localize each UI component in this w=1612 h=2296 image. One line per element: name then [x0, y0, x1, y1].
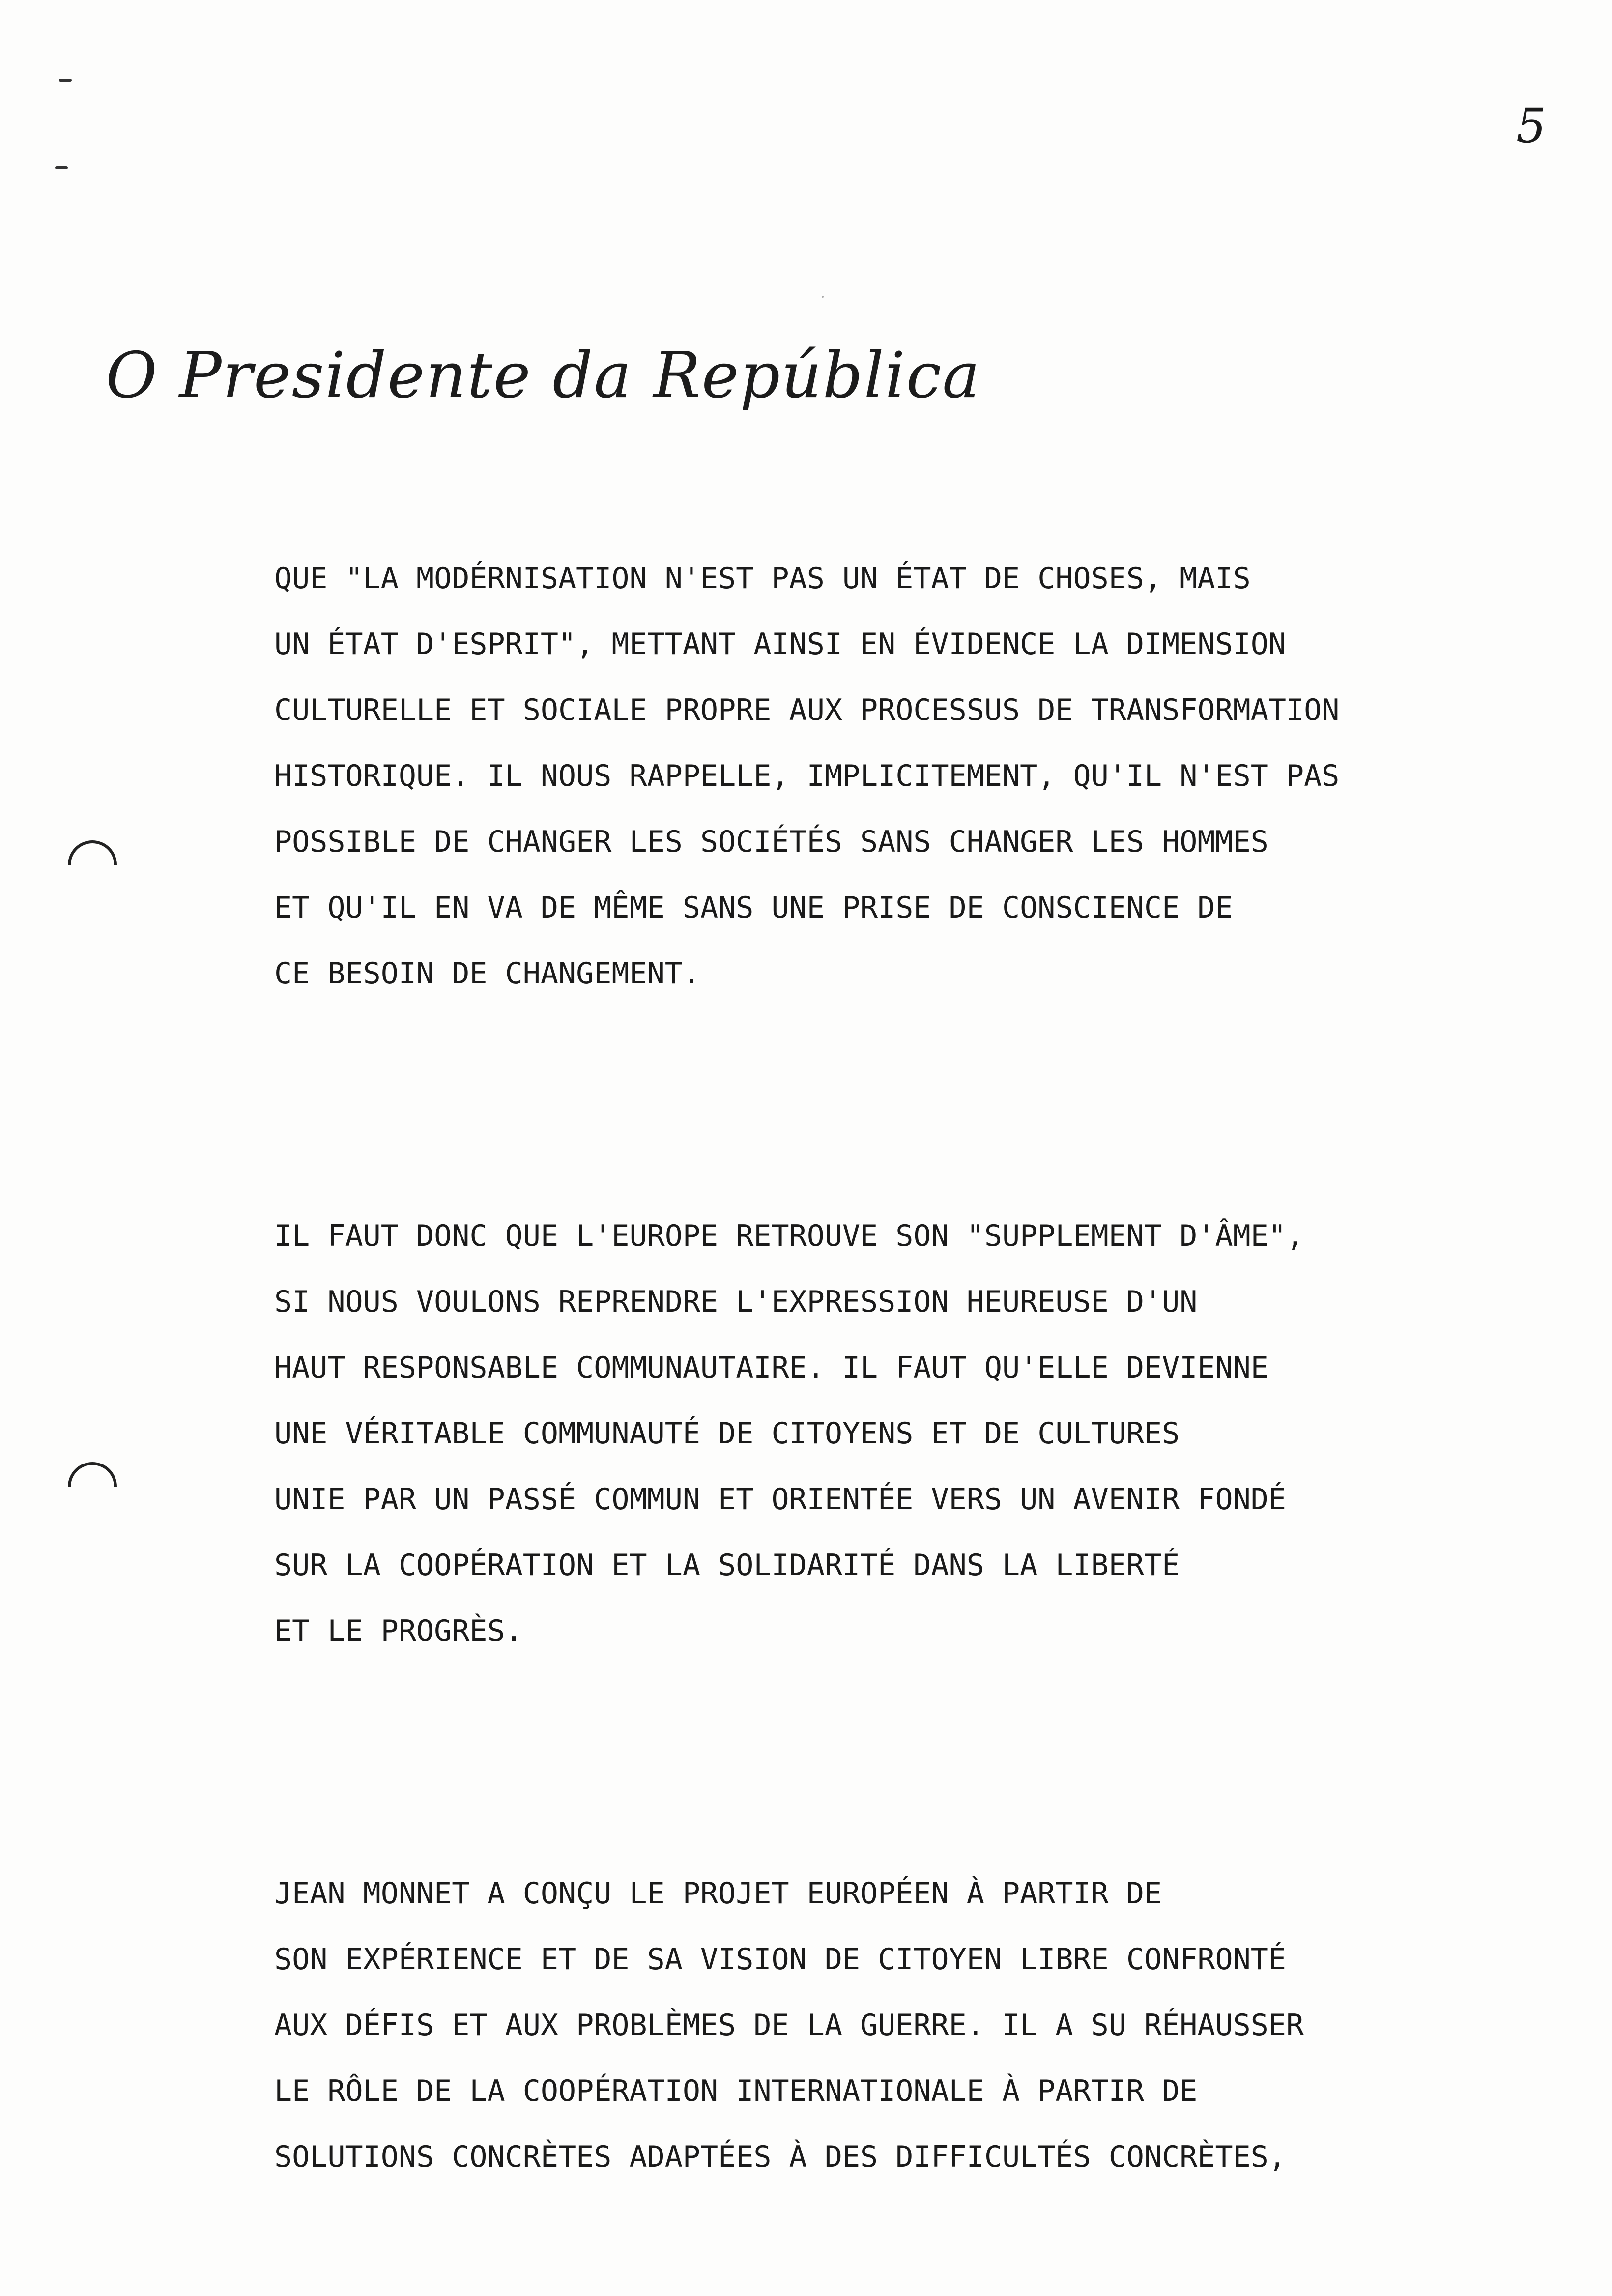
text-line: CE BESOIN DE CHANGEMENT.	[274, 956, 700, 991]
paper-speck	[822, 296, 824, 298]
page-number: 5	[1516, 98, 1547, 153]
text-line: JEAN MONNET A CONÇU LE PROJET EUROPÉEN À PARTIR DE	[274, 1876, 1162, 1911]
text-line: SUR LA COOPÉRATION ET LA SOLIDARITÉ DANS LA LIBERTÉ	[274, 1548, 1180, 1582]
text-line: IL FAUT DONC QUE L'EUROPE RETROUVE SON "SUPPLEMENT D'ÂME",	[274, 1219, 1304, 1253]
text-line: POSSIBLE DE CHANGER LES SOCIÉTÉS SANS CHANGER LES HOMMES	[274, 825, 1268, 859]
paragraph-2	[274, 1203, 1532, 1664]
text-line: SON EXPÉRIENCE ET DE SA VISION DE CITOYEN LIBRE CONFRONTÉ	[274, 1942, 1287, 1977]
paragraph-1	[274, 545, 1532, 1006]
punch-hole-mark	[68, 840, 117, 865]
letterhead: O Presidente da República	[106, 339, 981, 412]
text-line: UNIE PAR UN PASSÉ COMMUN ET ORIENTÉE VERS UN AVENIR FONDÉ	[274, 1482, 1287, 1517]
margin-tick-mark	[59, 79, 72, 82]
text-line: QUE "LA MODÉRNISATION N'EST PAS UN ÉTAT DE CHOSES, MAIS	[274, 561, 1251, 596]
text-line: HISTORIQUE. IL NOUS RAPPELLE, IMPLICITEMENT, QU'IL N'EST PAS	[274, 759, 1340, 793]
letter-body	[274, 545, 1532, 2190]
paragraph-3	[274, 1861, 1532, 2190]
margin-tick-mark	[55, 166, 68, 169]
text-line: ET LE PROGRÈS.	[274, 1614, 523, 1648]
text-line: UNE VÉRITABLE COMMUNAUTÉ DE CITOYENS ET DE CULTURES	[274, 1416, 1180, 1451]
text-line: CULTURELLE ET SOCIALE PROPRE AUX PROCESSUS DE TRANSFORMATION	[274, 693, 1340, 727]
text-line: ET QU'IL EN VA DE MÊME SANS UNE PRISE DE CONSCIENCE DE	[274, 890, 1233, 925]
text-line: HAUT RESPONSABLE COMMUNAUTAIRE. IL FAUT QU'ELLE DEVIENNE	[274, 1350, 1268, 1385]
text-line: SI NOUS VOULONS REPRENDRE L'EXPRESSION HEUREUSE D'UN	[274, 1285, 1198, 1319]
text-line: UN ÉTAT D'ESPRIT", METTANT AINSI EN ÉVIDENCE LA DIMENSION	[274, 627, 1287, 661]
text-line: SOLUTIONS CONCRÈTES ADAPTÉES À DES DIFFICULTÉS CONCRÈTES,	[274, 2140, 1287, 2174]
punch-hole-mark	[68, 1462, 117, 1487]
text-line: LE RÔLE DE LA COOPÉRATION INTERNATIONALE À PARTIR DE	[274, 2074, 1198, 2108]
text-line: AUX DÉFIS ET AUX PROBLÈMES DE LA GUERRE. IL A SU RÉHAUSSER	[274, 2008, 1304, 2042]
